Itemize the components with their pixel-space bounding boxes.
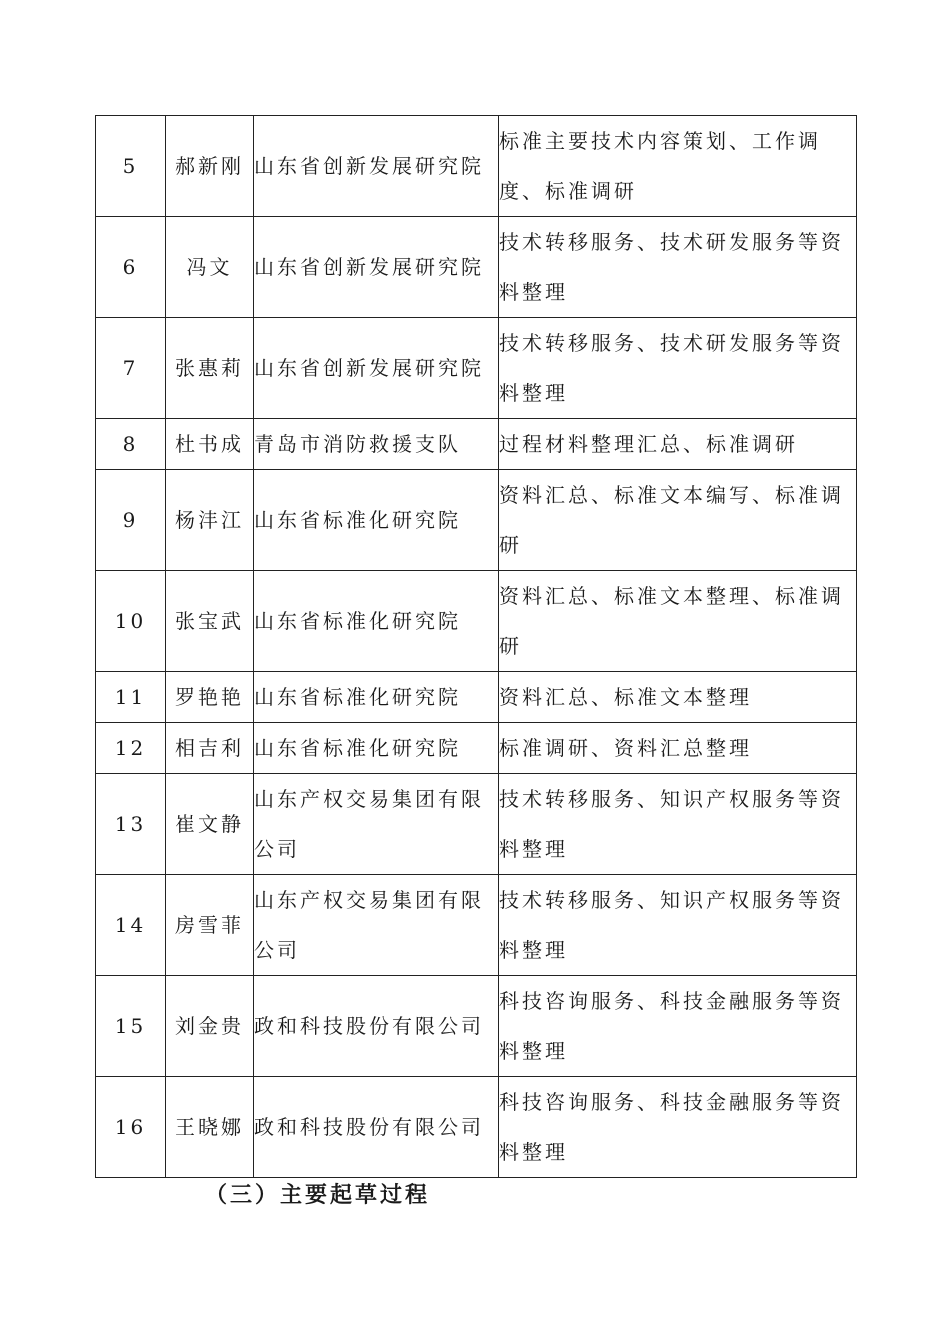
member-name: 杜书成 xyxy=(166,419,254,470)
row-number: 11 xyxy=(96,672,166,723)
member-name: 刘金贵 xyxy=(166,976,254,1077)
member-organization: 山东省标准化研究院 xyxy=(254,672,499,723)
member-organization: 山东省创新发展研究院 xyxy=(254,318,499,419)
member-name: 郝新刚 xyxy=(166,116,254,217)
member-duty: 技术转移服务、知识产权服务等资料整理 xyxy=(499,875,857,976)
member-name: 杨沣江 xyxy=(166,470,254,571)
member-name: 房雪菲 xyxy=(166,875,254,976)
member-duty: 资料汇总、标准文本整理 xyxy=(499,672,857,723)
member-duty: 技术转移服务、知识产权服务等资料整理 xyxy=(499,774,857,875)
member-duty: 标准调研、资料汇总整理 xyxy=(499,723,857,774)
row-number: 12 xyxy=(96,723,166,774)
table-row xyxy=(96,571,857,672)
table-row xyxy=(96,419,857,470)
table-row xyxy=(96,774,857,875)
row-number: 13 xyxy=(96,774,166,875)
member-organization: 山东省标准化研究院 xyxy=(254,470,499,571)
member-organization: 政和科技股份有限公司 xyxy=(254,1077,499,1178)
member-duty: 过程材料整理汇总、标准调研 xyxy=(499,419,857,470)
member-name: 张惠莉 xyxy=(166,318,254,419)
table-row xyxy=(96,672,857,723)
row-number: 8 xyxy=(96,419,166,470)
section-heading: （三）主要起草过程 xyxy=(205,1182,431,1208)
table-row xyxy=(96,116,857,217)
table-row xyxy=(96,318,857,419)
member-name: 相吉利 xyxy=(166,723,254,774)
member-duty: 资料汇总、标准文本编写、标准调研 xyxy=(499,470,857,571)
table-row xyxy=(96,723,857,774)
member-name: 崔文静 xyxy=(166,774,254,875)
table-row xyxy=(96,217,857,318)
table-row xyxy=(96,1077,857,1178)
member-name: 罗艳艳 xyxy=(166,672,254,723)
row-number: 10 xyxy=(96,571,166,672)
table-row xyxy=(96,470,857,571)
member-name: 王晓娜 xyxy=(166,1077,254,1178)
member-organization: 青岛市消防救援支队 xyxy=(254,419,499,470)
member-duty: 技术转移服务、技术研发服务等资料整理 xyxy=(499,318,857,419)
member-duty: 资料汇总、标准文本整理、标准调研 xyxy=(499,571,857,672)
row-number: 14 xyxy=(96,875,166,976)
member-organization: 山东省创新发展研究院 xyxy=(254,217,499,318)
row-number: 9 xyxy=(96,470,166,571)
row-number: 15 xyxy=(96,976,166,1077)
member-organization: 山东省标准化研究院 xyxy=(254,571,499,672)
member-duty: 技术转移服务、技术研发服务等资料整理 xyxy=(499,217,857,318)
member-duty: 标准主要技术内容策划、工作调度、标准调研 xyxy=(499,116,857,217)
drafters-table xyxy=(95,115,857,1178)
member-organization: 山东省创新发展研究院 xyxy=(254,116,499,217)
member-duty: 科技咨询服务、科技金融服务等资料整理 xyxy=(499,1077,857,1178)
member-name: 冯文 xyxy=(166,217,254,318)
member-organization: 山东产权交易集团有限公司 xyxy=(254,774,499,875)
row-number: 6 xyxy=(96,217,166,318)
row-number: 7 xyxy=(96,318,166,419)
member-duty: 科技咨询服务、科技金融服务等资料整理 xyxy=(499,976,857,1077)
member-name: 张宝武 xyxy=(166,571,254,672)
table-row xyxy=(96,875,857,976)
row-number: 16 xyxy=(96,1077,166,1178)
table-row xyxy=(96,976,857,1077)
member-organization: 山东省标准化研究院 xyxy=(254,723,499,774)
row-number: 5 xyxy=(96,116,166,217)
member-organization: 政和科技股份有限公司 xyxy=(254,976,499,1077)
member-organization: 山东产权交易集团有限公司 xyxy=(254,875,499,976)
